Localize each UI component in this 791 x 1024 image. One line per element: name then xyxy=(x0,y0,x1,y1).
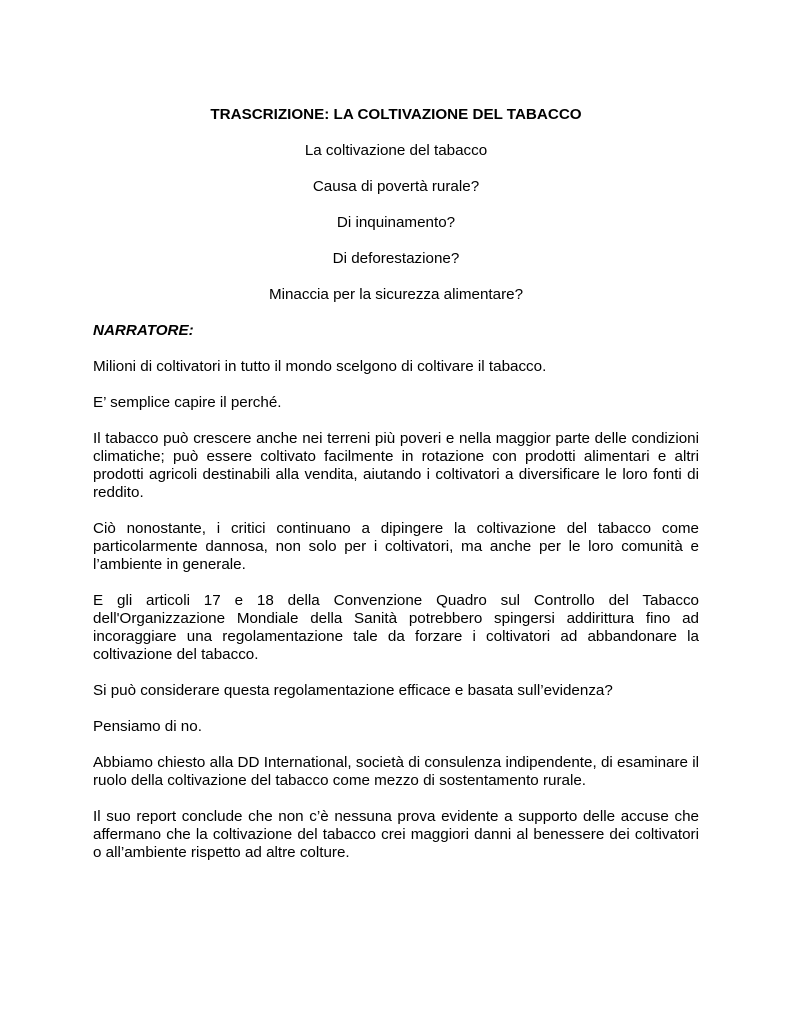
intro-line: Minaccia per la sicurezza alimentare? xyxy=(268,286,524,303)
paragraph: Si può considerare questa regolamentazione efficace e basata sull’evidenza? xyxy=(93,682,613,699)
paragraph: Abbiamo chiesto alla DD International, società di consulenza indipendente, di esaminare il ruolo della coltivazione del tabacco come mezzo di sostentamento rurale. xyxy=(93,754,699,789)
paragraph: E’ semplice capire il perché. xyxy=(93,394,282,411)
document-title: TRASCRIZIONE: LA COLTIVAZIONE DEL TABACCO xyxy=(210,106,582,123)
intro-line: Di deforestazione? xyxy=(332,250,460,267)
paragraph: Ciò nonostante, i critici continuano a dipingere la coltivazione del tabacco come particolarmente dannosa, non solo per i coltivatori, ma anche per le loro comunità e l’ambiente in generale. xyxy=(93,520,699,573)
paragraph: Il tabacco può crescere anche nei terreni più poveri e nella maggior parte delle condizioni climatiche; può essere coltivato facilmente in rotazione con prodotti alimentari e altri prodotti agricoli destinabili alla vendita, aiutando i coltivatori a diversificare le loro fonti di reddito. xyxy=(93,430,699,501)
paragraph: E gli articoli 17 e 18 della Convenzione Quadro sul Controllo del Tabacco dell'Organizzazione Mondiale della Sanità potrebbero spingersi addirittura fino ad incoraggiare una regolamentazione tale da forzare i coltivatori ad abbandonare la coltivazione del tabacco. xyxy=(93,592,699,663)
speaker-label: NARRATORE: xyxy=(93,322,194,339)
intro-line: Di inquinamento? xyxy=(336,214,456,231)
document-page xyxy=(93,106,699,880)
intro-line: La coltivazione del tabacco xyxy=(304,142,488,159)
intro-line: Causa di povertà rurale? xyxy=(312,178,480,195)
paragraph: Milioni di coltivatori in tutto il mondo scelgono di coltivare il tabacco. xyxy=(93,358,547,375)
paragraph: Pensiamo di no. xyxy=(93,718,202,735)
paragraph: Il suo report conclude che non c’è nessuna prova evidente a supporto delle accuse che affermano che la coltivazione del tabacco crei maggiori danni al benessere dei coltivatori o all’ambiente rispetto ad altre colture. xyxy=(93,808,699,861)
